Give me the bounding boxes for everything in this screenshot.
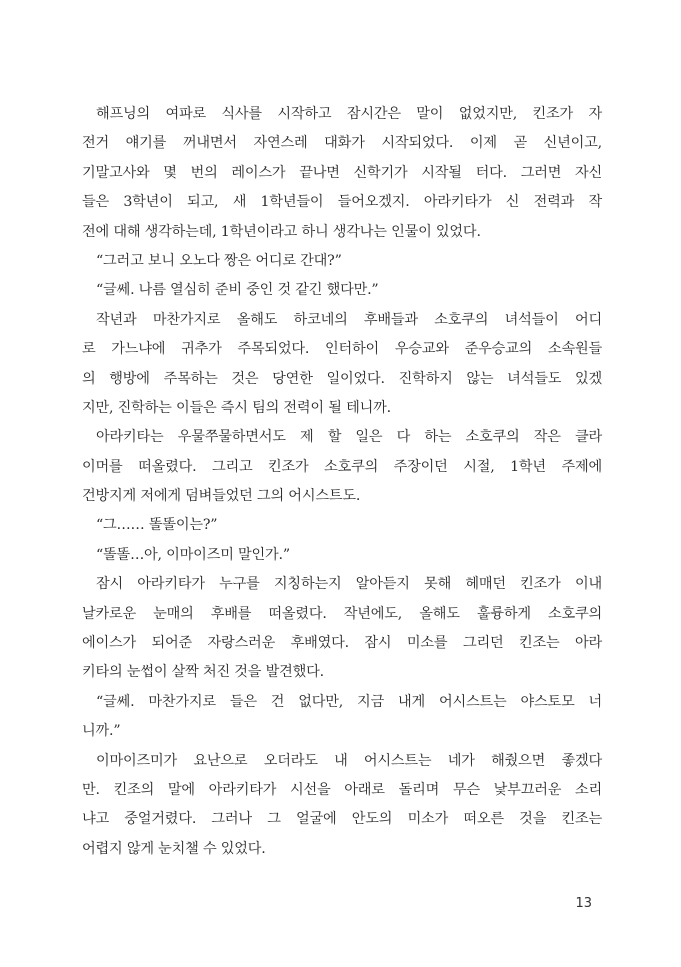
text-line: 니까.” (82, 723, 121, 740)
text-line: “그…… 똘똘이는?” (96, 517, 218, 534)
dialogue-line (82, 511, 602, 540)
text-line: 기말고사와 몇 번의 레이스가 끝나면 신학기가 시작될 터다. 그러면 자신 (82, 164, 602, 181)
text-line: 만. 킨조의 말에 아라키타가 시선을 아래로 돌리며 무슨 낯부끄러운 소리 (82, 781, 602, 798)
paragraph (82, 423, 602, 511)
text-line: 잠시 아라키타가 누구를 지칭하는지 알아듣지 못해 헤매던 킨조가 이내 (96, 576, 602, 593)
text-line: “글쎄. 마찬가지로 들은 건 없다만, 지금 내게 어시스트는 야스토모 너 (96, 693, 602, 710)
paragraph (82, 306, 602, 424)
text-line: 아라키타는 우물쭈물하면서도 제 할 일은 다 하는 소호쿠의 작은 클라 (96, 429, 602, 446)
text-line: “글쎄. 나름 열심히 준비 중인 것 같긴 했다만.” (96, 282, 379, 299)
text-line: 로 가느냐에 귀추가 주목되었다. 인터하이 우승교와 준우승교의 소속원들 (82, 341, 602, 358)
text-line: 냐고 중얼거렸다. 그러나 그 얼굴에 안도의 미소가 떠오른 것을 킨조는 (82, 811, 602, 828)
text-line: 의 행방에 주목하는 것은 당연한 일이었다. 진학하지 않는 녀석들도 있겠 (82, 370, 602, 387)
text-line: 들은 3학년이 되고, 새 1학년들이 들어오겠지. 아라키타가 신 전력과 작 (82, 194, 602, 211)
text-line: 이머를 떠올렸다. 그리고 킨조가 소호쿠의 주장이던 시절, 1학년 주제에 (82, 458, 602, 475)
dialogue-line (82, 247, 602, 276)
dialogue-line (82, 276, 602, 305)
text-line: 날카로운 눈매의 후배를 떠올렸다. 작년에도, 올해도 훌륭하게 소호쿠의 (82, 605, 602, 622)
text-line: 에이스가 되어준 자랑스러운 후배였다. 잠시 미소를 그리던 킨조는 아라 (82, 635, 602, 652)
text-line: 전에 대해 생각하는데, 1학년이라고 하니 생각나는 인물이 있었다. (82, 223, 481, 240)
dialogue-line (82, 688, 602, 747)
text-line: 전거 얘기를 꺼내면서 자연스레 대화가 시작되었다. 이제 곧 신년이고, (82, 135, 602, 152)
page-number: 13 (575, 896, 592, 911)
text-line: 키타의 눈썹이 살짝 처진 것을 발견했다. (82, 664, 324, 681)
text-line: “그러고 보니 오노다 짱은 어디로 간대?” (96, 252, 342, 269)
paragraph (82, 747, 602, 865)
text-line: 지만, 진학하는 이들은 즉시 팀의 전력이 될 테니까. (82, 399, 391, 416)
text-line: 건방지게 저에게 덤벼들었던 그의 어시스트도. (82, 488, 361, 505)
text-line: 이마이즈미가 요난으로 오더라도 내 어시스트는 네가 해줬으면 좋겠다 (96, 752, 602, 769)
text-line: 작년과 마찬가지로 올해도 하코네의 후배들과 소호쿠의 녀석들이 어디 (96, 311, 602, 328)
dialogue-line (82, 541, 602, 570)
paragraph (82, 570, 602, 688)
text-line: “똘똘…아, 이마이즈미 말인가.” (96, 546, 290, 563)
page-body (82, 100, 602, 864)
paragraph (82, 100, 602, 247)
text-line: 어렵지 않게 눈치챌 수 있었다. (82, 840, 266, 857)
text-line: 해프닝의 여파로 식사를 시작하고 잠시간은 말이 없었지만, 킨조가 자 (96, 106, 602, 122)
